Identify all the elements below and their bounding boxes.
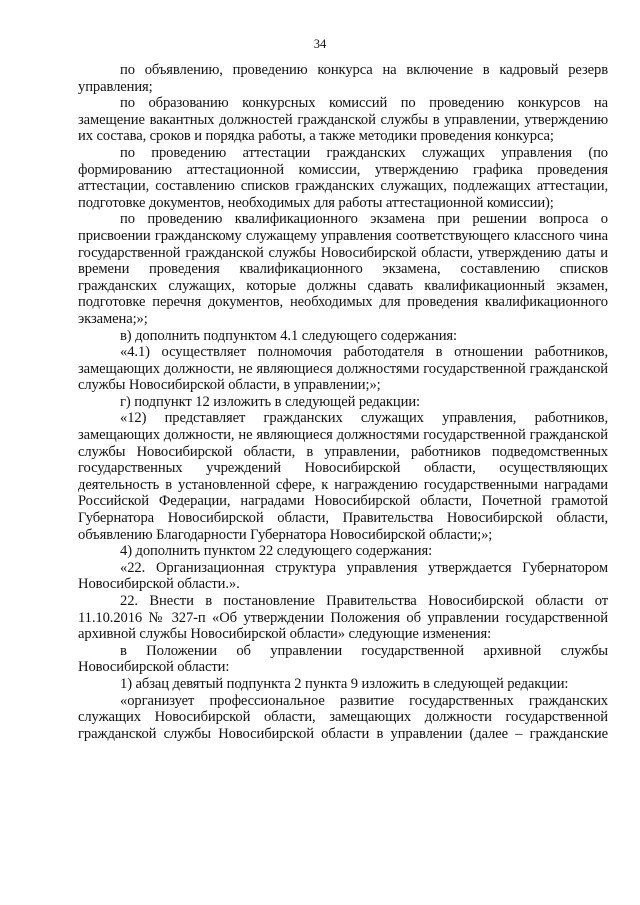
paragraph: 22. Внести в постановление Правительства Новосибирской области от 11.10.2016 № 327-п «Об утверждении Положения об управлении государственной архивной службы Новосибирской области» следующие изменения: <box>78 593 608 643</box>
paragraph: «4.1) осуществляет полномочия работодателя в отношении работников, замещающих должности, не являющиеся должностями государственной гражданской службы Новосибирской области, в управлении;»; <box>78 344 608 394</box>
paragraph: по образованию конкурсных комиссий по проведению конкурсов на замещение вакантных должностей гражданской службы в управлении, утверждению их состава, сроков и порядка работы, а также методики проведения конкурса; <box>78 95 608 145</box>
paragraph: в) дополнить подпунктом 4.1 следующего содержания: <box>120 327 457 344</box>
paragraph: по объявлению, проведению конкурса на включение в кадровый резерв управления; <box>78 62 608 95</box>
paragraph: «22. Организационная структура управления утверждается Губернатором Новосибирской области.». <box>78 559 608 593</box>
paragraph: «12) представляет гражданских служащих управления, работников, замещающих должности, не являющиеся должностями государственной гражданской службы Новосибирской области, в управлении, работников подведомственных государственных учреждений Новосибирской области, осуществляющих деятельность в установленной сфере, к награждению государственными наградами Российской Федерации, наградами Новосибирской области, Почетной грамотой Губернатора Новосибирской области, Правительства Новосибирской области, объявлению Благодарности Губернатора Новосибирской области;»; <box>78 410 608 543</box>
paragraph: в Положении об управлении государственной архивной службы Новосибирской области: <box>78 642 608 676</box>
paragraph: «организует профессиональное развитие государственных гражданских служащих Новосибирской области, замещающих должности государственной гражданской службы Новосибирской области в управлении (далее – гражданские <box>78 692 608 742</box>
paragraph: г) подпункт 12 изложить в следующей редакции: <box>120 393 420 410</box>
document-body <box>78 62 608 742</box>
paragraph: по проведению квалификационного экзамена при решении вопроса о присвоении гражданскому служащему управления соответствующего классного чина государственной гражданской службы Новосибирской области, утверждению даты и времени проведения квалификационного экзамена, составлению списков гражданских служащих, которые должны сдавать квалификационный экзамен, подготовке перечня документов, необходимых для проведения квалификационного экзамена;»; <box>78 211 608 327</box>
paragraph: по проведению аттестации гражданских служащих управления (по формированию аттестационной комиссии, утверждению графика проведения аттестации, составлению списков гражданских служащих, подлежащих аттестации, подготовке документов, необходимых для работы аттестационной комиссии); <box>78 144 608 211</box>
page-number: 34 <box>313 37 327 51</box>
paragraph: 1) абзац девятый подпункта 2 пункта 9 изложить в следующей редакции: <box>120 675 569 692</box>
paragraph: 4) дополнить пунктом 22 следующего содержания: <box>120 543 433 560</box>
